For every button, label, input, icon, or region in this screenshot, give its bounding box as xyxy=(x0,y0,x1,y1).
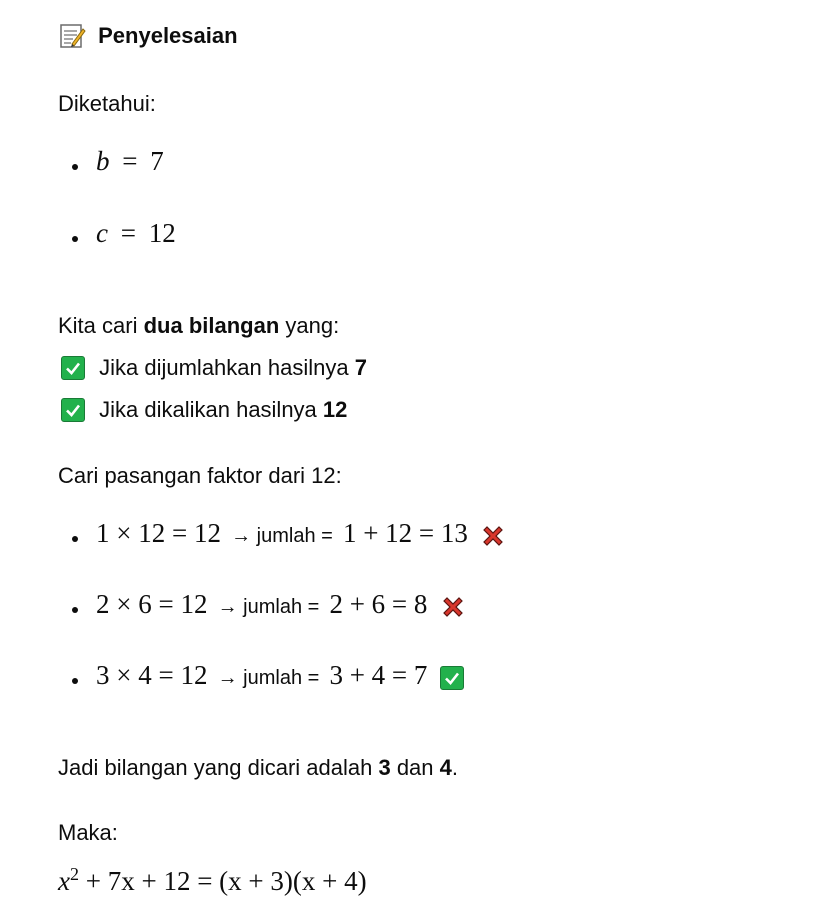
factor-product: 1 × 12 = 12 xyxy=(96,518,221,548)
condition-sum xyxy=(61,354,367,381)
condition-product xyxy=(61,396,347,423)
memo-icon xyxy=(58,22,86,50)
factored-equation xyxy=(58,864,367,897)
bullet xyxy=(72,164,78,170)
arrow-sum-label: → jumlah = xyxy=(231,525,333,547)
check-icon xyxy=(61,356,85,380)
factor-product: 3 × 4 = 12 xyxy=(96,660,208,690)
math-exponent: 2 xyxy=(69,864,79,884)
bullet xyxy=(72,536,78,542)
conclusion-prefix: Jadi bilangan yang dicari adalah xyxy=(58,755,379,780)
known-item-c xyxy=(96,218,176,249)
math-var: c xyxy=(96,218,108,248)
factor-product: 2 × 6 = 12 xyxy=(96,589,208,619)
factor-row-3 xyxy=(96,660,464,691)
arrow-sum-label: → jumlah = xyxy=(217,667,320,689)
check-icon xyxy=(61,398,85,422)
check-icon xyxy=(440,666,464,690)
arrow-sum-label: → jumlah = xyxy=(217,596,320,618)
factor-sum: 2 + 6 = 8 xyxy=(329,589,428,619)
conclusion-a: 3 xyxy=(378,755,391,780)
conclusion-mid: dan xyxy=(390,755,440,780)
factor-row-2 xyxy=(96,589,466,620)
equation-rest: + 7x + 12 = (x + 3)(x + 4) xyxy=(78,866,367,896)
bullet xyxy=(72,607,78,613)
known-label: Diketahui: xyxy=(58,91,156,116)
conclusion-b: 4 xyxy=(439,755,452,780)
math-eq: = xyxy=(120,218,136,248)
section-heading xyxy=(58,22,238,50)
factor-row-1 xyxy=(96,518,506,549)
search-suffix: yang: xyxy=(279,313,340,338)
factor-sum: 3 + 4 = 7 xyxy=(329,660,428,690)
math-value: 12 xyxy=(148,218,176,248)
math-x: x xyxy=(58,866,70,896)
condition-text: Jika dijumlahkan hasilnya xyxy=(99,355,355,381)
math-eq: = xyxy=(122,146,138,176)
condition-value: 7 xyxy=(354,355,367,381)
cross-icon xyxy=(480,523,506,549)
factors-label: Cari pasangan faktor dari 12: xyxy=(58,463,342,488)
known-item-b xyxy=(96,146,164,177)
math-value: 7 xyxy=(150,146,164,176)
factor-sum: 1 + 12 = 13 xyxy=(342,518,468,548)
bullet xyxy=(72,236,78,242)
search-prefix: Kita cari xyxy=(58,313,144,338)
condition-value: 12 xyxy=(322,397,348,423)
search-sentence xyxy=(58,313,339,339)
conclusion xyxy=(58,755,458,781)
cross-icon xyxy=(440,594,466,620)
math-var: b xyxy=(96,146,110,176)
result-label: Maka: xyxy=(58,820,118,845)
conclusion-end: . xyxy=(451,755,459,780)
search-bold: dua bilangan xyxy=(143,313,280,338)
section-title: Penyelesaian xyxy=(98,23,238,49)
condition-text: Jika dikalikan hasilnya xyxy=(99,397,323,423)
bullet xyxy=(72,678,78,684)
